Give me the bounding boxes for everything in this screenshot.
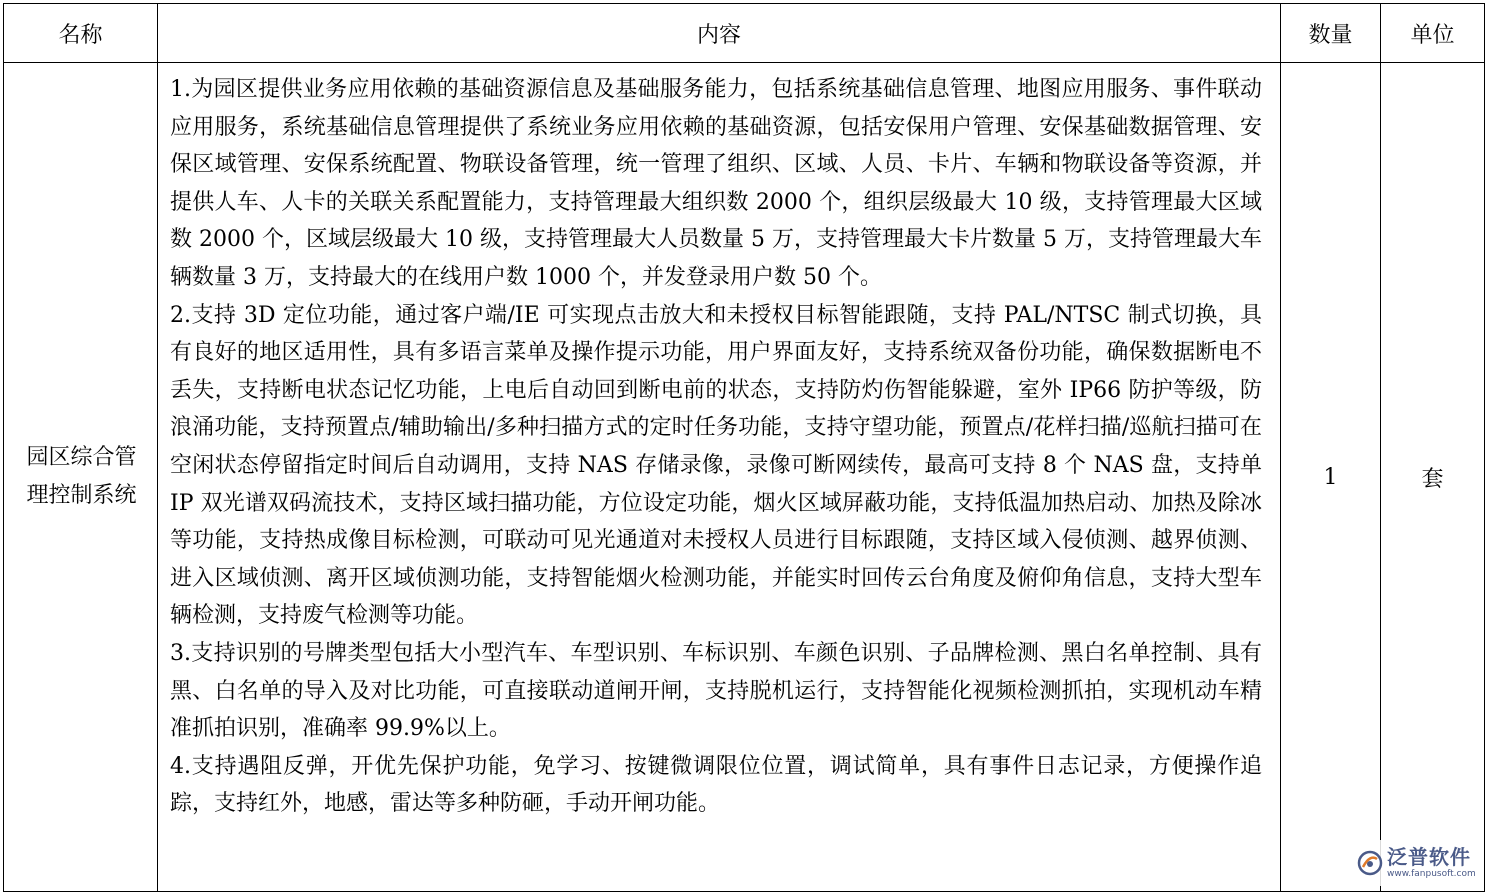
watermark-text: [1387, 847, 1476, 879]
table-body: [4, 63, 1485, 892]
header-content: 内容: [158, 4, 1281, 63]
content-paragraph-1: 1.为园区提供业务应用依赖的基础资源信息及基础服务能力，包括系统基础信息管理、地图应用服务、事件联动应用服务，系统基础信息管理提供了系统业务应用依赖的基础资源，包括安保用户管理、安保基础数据管理、安保区域管理、安保系统配置、物联设备管理，统一管理了组织、区域、人员、卡片、车辆和物联设备等资源，并提供人车、人卡的关联关系配置能力，支持管理最大组织数 2000 个，组织层级最大 10 级，支持管理最大区域数 2000 个，区域层级最大 10 级，支持管理最大人员数量 5 万，支持管理最大卡片数量 5 万，支持管理最大车辆数量 3 万，支持最大的在线用户数 1000 个，并发登录用户数 50 个。: [170, 77, 1262, 290]
header-name: 名称: [4, 4, 158, 63]
header-quantity: 数量: [1281, 4, 1381, 63]
watermark-url: www.fanpusoft.com: [1387, 869, 1476, 879]
watermark-brand: 泛普软件: [1387, 845, 1471, 869]
fanpu-logo-icon: [1357, 850, 1383, 876]
header-row: [4, 4, 1485, 63]
content-paragraph-2: 2.支持 3D 定位功能，通过客户端/IE 可实现点击放大和未授权目标智能跟随，支持 PAL/NTSC 制式切换，具有良好的地区适用性，具有多语言菜单及操作提示功能，用户界面友好，支持系统双备份功能，确保数据断电不丢失，支持断电状态记忆功能，上电后自动回到断电前的状态，支持防灼伤智能躲避，室外 IP66 防护等级，防浪涌功能，支持预置点/辅助输出/多种扫描方式的定时任务功能，支持守望功能，预置点/花样扫描/巡航扫描可在空闲状态停留指定时间后自动调用，支持 NAS 存储录像，录像可断网续传，最高可支持 8 个 NAS 盘，支持单 IP 双光谱双码流技术，支持区域扫描功能，方位设定功能，烟火区域屏蔽功能，支持低温加热启动、加热及除冰等功能，支持热成像目标检测，可联动可见光通道对未授权人员进行目标跟随，支持区域入侵侦测、越界侦测、进入区域侦测、离开区域侦测功能，支持智能烟火检测功能，并能实时回传云台角度及俯仰角信息，支持大型车辆检测，支持废气检测等功能。: [170, 302, 1262, 629]
cell-content: [158, 63, 1281, 892]
spec-table: [3, 3, 1485, 892]
cell-system-name: 园区综合管理控制系统: [4, 63, 158, 892]
cell-quantity: 1: [1281, 63, 1381, 892]
cell-unit: 套: [1381, 63, 1485, 892]
content-paragraph-3: 3.支持识别的号牌类型包括大小型汽车、车型识别、车标识别、车颜色识别、子品牌检测、黑白名单控制、具有黑、白名单的导入及对比功能，可直接联动道闸开闸，支持脱机运行，支持智能化视频检测抓拍，实现机动车精准抓拍识别，准确率 99.9%以上。: [170, 640, 1262, 742]
watermark: [1357, 840, 1477, 886]
content-paragraph-4: 4.支持遇阻反弹，开优先保护功能，免学习、按键微调限位位置，调试简单，具有事件日志记录，方便操作追踪，支持红外，地感，雷达等多种防砸，手动开闸功能。: [170, 753, 1262, 817]
table-header: [4, 4, 1485, 63]
table-row: [4, 63, 1485, 892]
header-unit: 单位: [1381, 4, 1485, 63]
